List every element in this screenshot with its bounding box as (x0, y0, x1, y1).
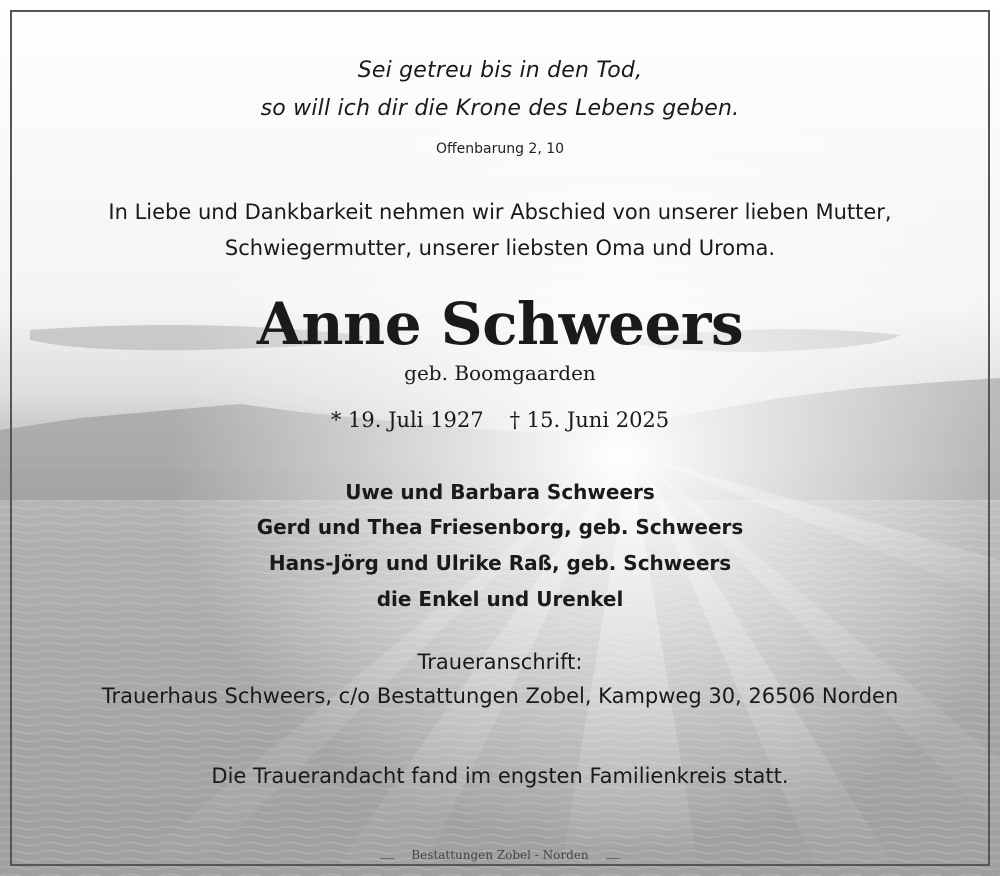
verse-line-1: Sei getreu bis in den Tod, (357, 58, 643, 83)
death-cross-symbol: † (509, 408, 521, 432)
funeral-home-credit: Bestattungen Zobel - Norden (411, 848, 589, 862)
death-date: 15. Juni 2025 (526, 408, 670, 432)
mourner-2: Gerd und Thea Friesenborg, geb. Schweers (256, 515, 744, 539)
deceased-name: Anne Schweers (256, 290, 744, 358)
address-value: Trauerhaus Schweers, c/o Bestattungen Zobel, Kampweg 30, 26506 Norden (101, 684, 899, 708)
mourner-1: Uwe und Barbara Schweers (345, 480, 655, 504)
mourner-3: Hans-Jörg und Ulrike Raß, geb. Schweers (268, 551, 732, 575)
intro-line-2: Schwiegermutter, unserer liebsten Oma und Uroma. (224, 236, 776, 260)
birth-name: geb. Boomgaarden (404, 361, 596, 385)
intro-line-1: In Liebe und Dankbarkeit nehmen wir Abschied von unserer lieben Mutter, (108, 200, 892, 224)
ceremony-notice: Die Trauerandacht fand im engsten Familienkreis statt. (211, 764, 789, 788)
verse-line-2: so will ich dir die Krone des Lebens geben. (260, 96, 740, 121)
footer-rule-right (606, 858, 620, 859)
mourner-4: die Enkel und Urenkel (376, 587, 624, 611)
verse-reference: Offenbarung 2, 10 (435, 141, 565, 157)
birth-symbol: * (330, 408, 342, 432)
footer (0, 848, 1000, 868)
birth-date: 19. Juli 1927 (348, 408, 484, 432)
address-label: Traueranschrift: (417, 650, 583, 674)
life-dates (0, 408, 1000, 432)
